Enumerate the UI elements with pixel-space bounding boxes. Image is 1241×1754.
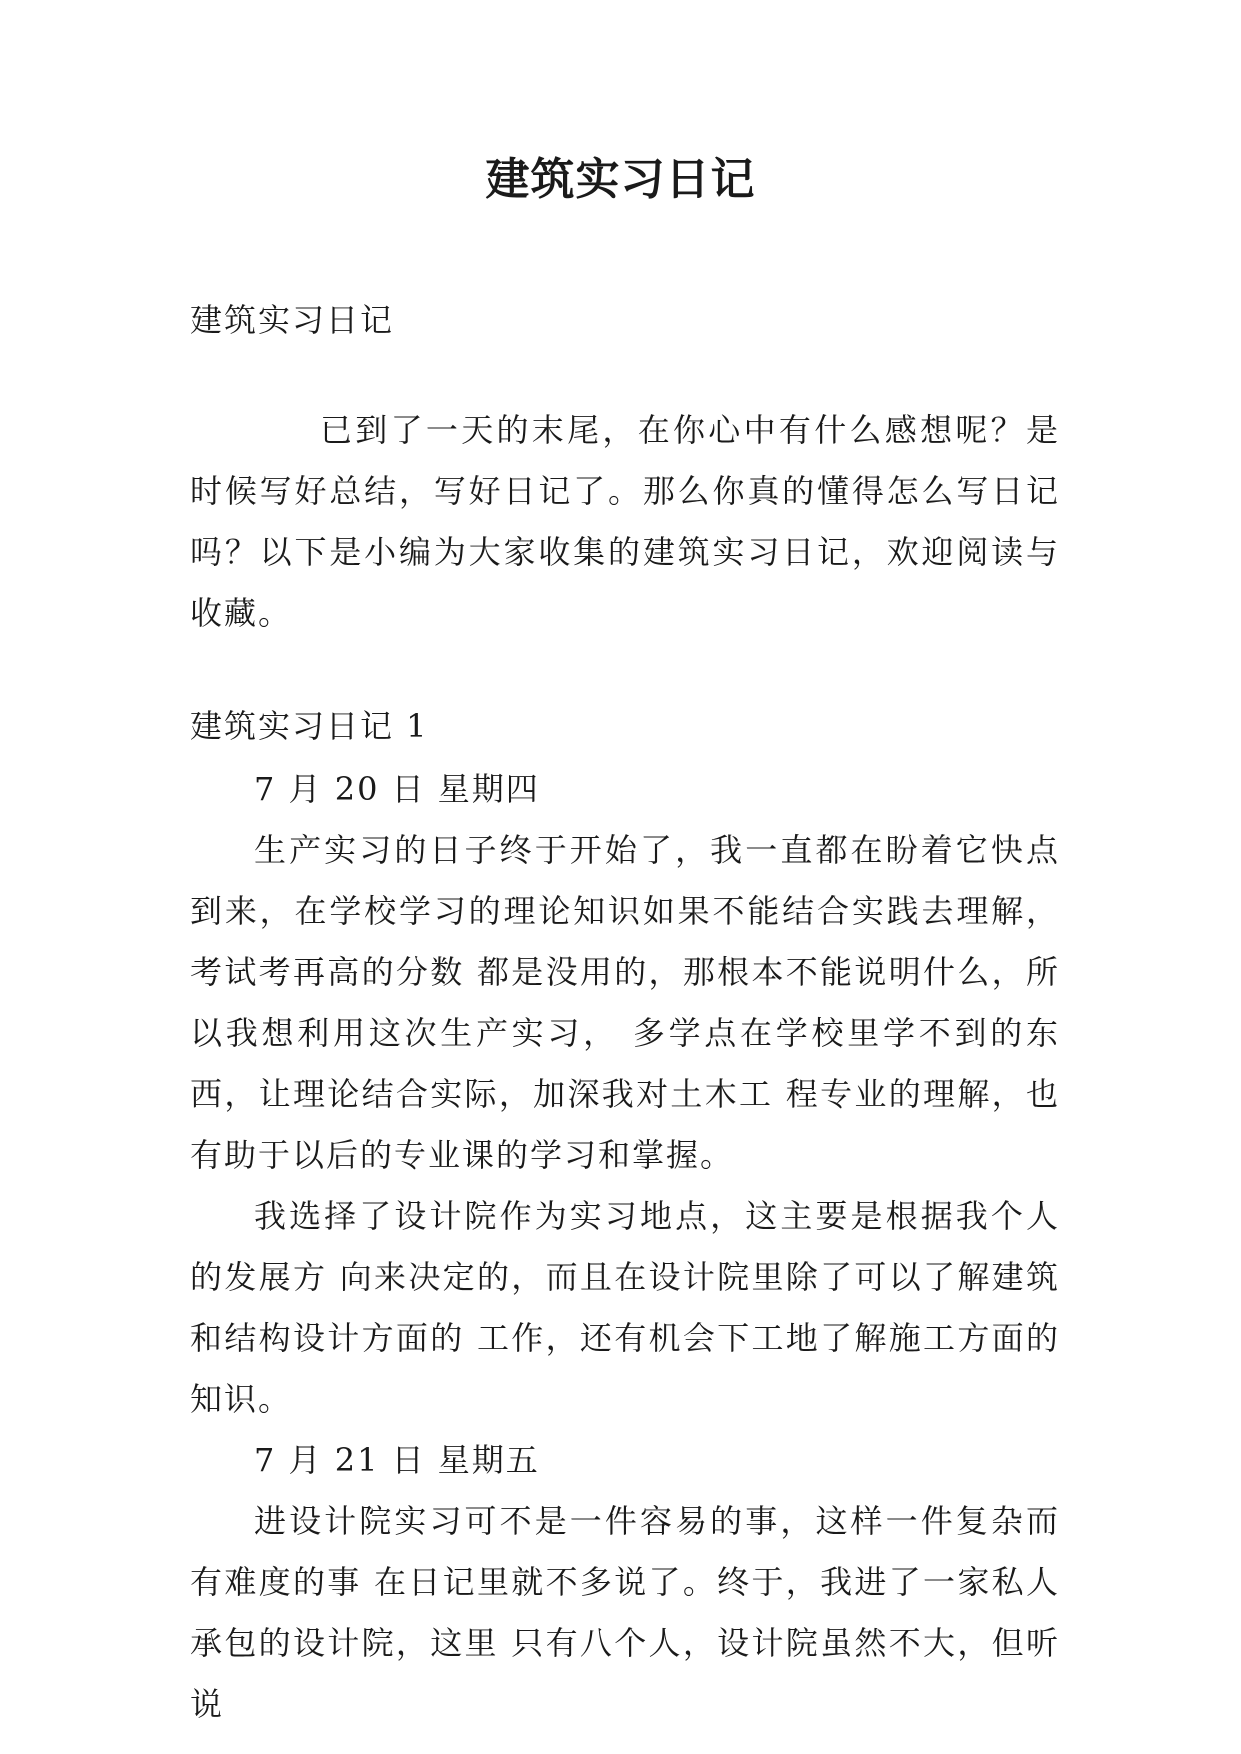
document-title: 建筑实习日记 xyxy=(485,154,756,205)
entry-paragraph: 生产实习的日子终于开始了，我一直都在盼着它快点到来，在学校学习的理论知识如果不能结合实践去理解，考试考再高的分数 都是没用的，那根本不能说明什么，所以我想利用这次生产实习， 多学点在学校里学不到的东西，让理论结合实际，加深我对土木工 程专业的理解，也有助于以后的专业课的学习和掌握。 xyxy=(190,831,1060,1174)
section-heading: 建筑实习日记 1 xyxy=(190,707,429,745)
entry-paragraph: 我选择了设计院作为实习地点，这主要是根据我个人的发展方 向来决定的，而且在设计院里除了可以了解建筑和结构设计方面的 工作，还有机会下工地了解施工方面的知识。 xyxy=(190,1197,1060,1418)
document-subtitle: 建筑实习日记 xyxy=(190,301,395,339)
intro-paragraph: 已到了一天的末尾，在你心中有什么感想呢？是时候写好总结，写好日记了。那么你真的懂得怎么写日记吗？以下是小编为大家收集的建筑实习日记，欢迎阅读与收藏。 xyxy=(190,411,1060,632)
entry-date: 7 月 21 日 星期五 xyxy=(254,1441,540,1479)
entry-date: 7 月 20 日 星期四 xyxy=(254,770,540,808)
document-body xyxy=(190,290,1060,1735)
entry-paragraph: 进设计院实习可不是一件容易的事，这样一件复杂而有难度的事 在日记里就不多说了。终于，我进了一家私人承包的设计院，这里 只有八个人，设计院虽然不大，但听说 xyxy=(190,1502,1060,1723)
